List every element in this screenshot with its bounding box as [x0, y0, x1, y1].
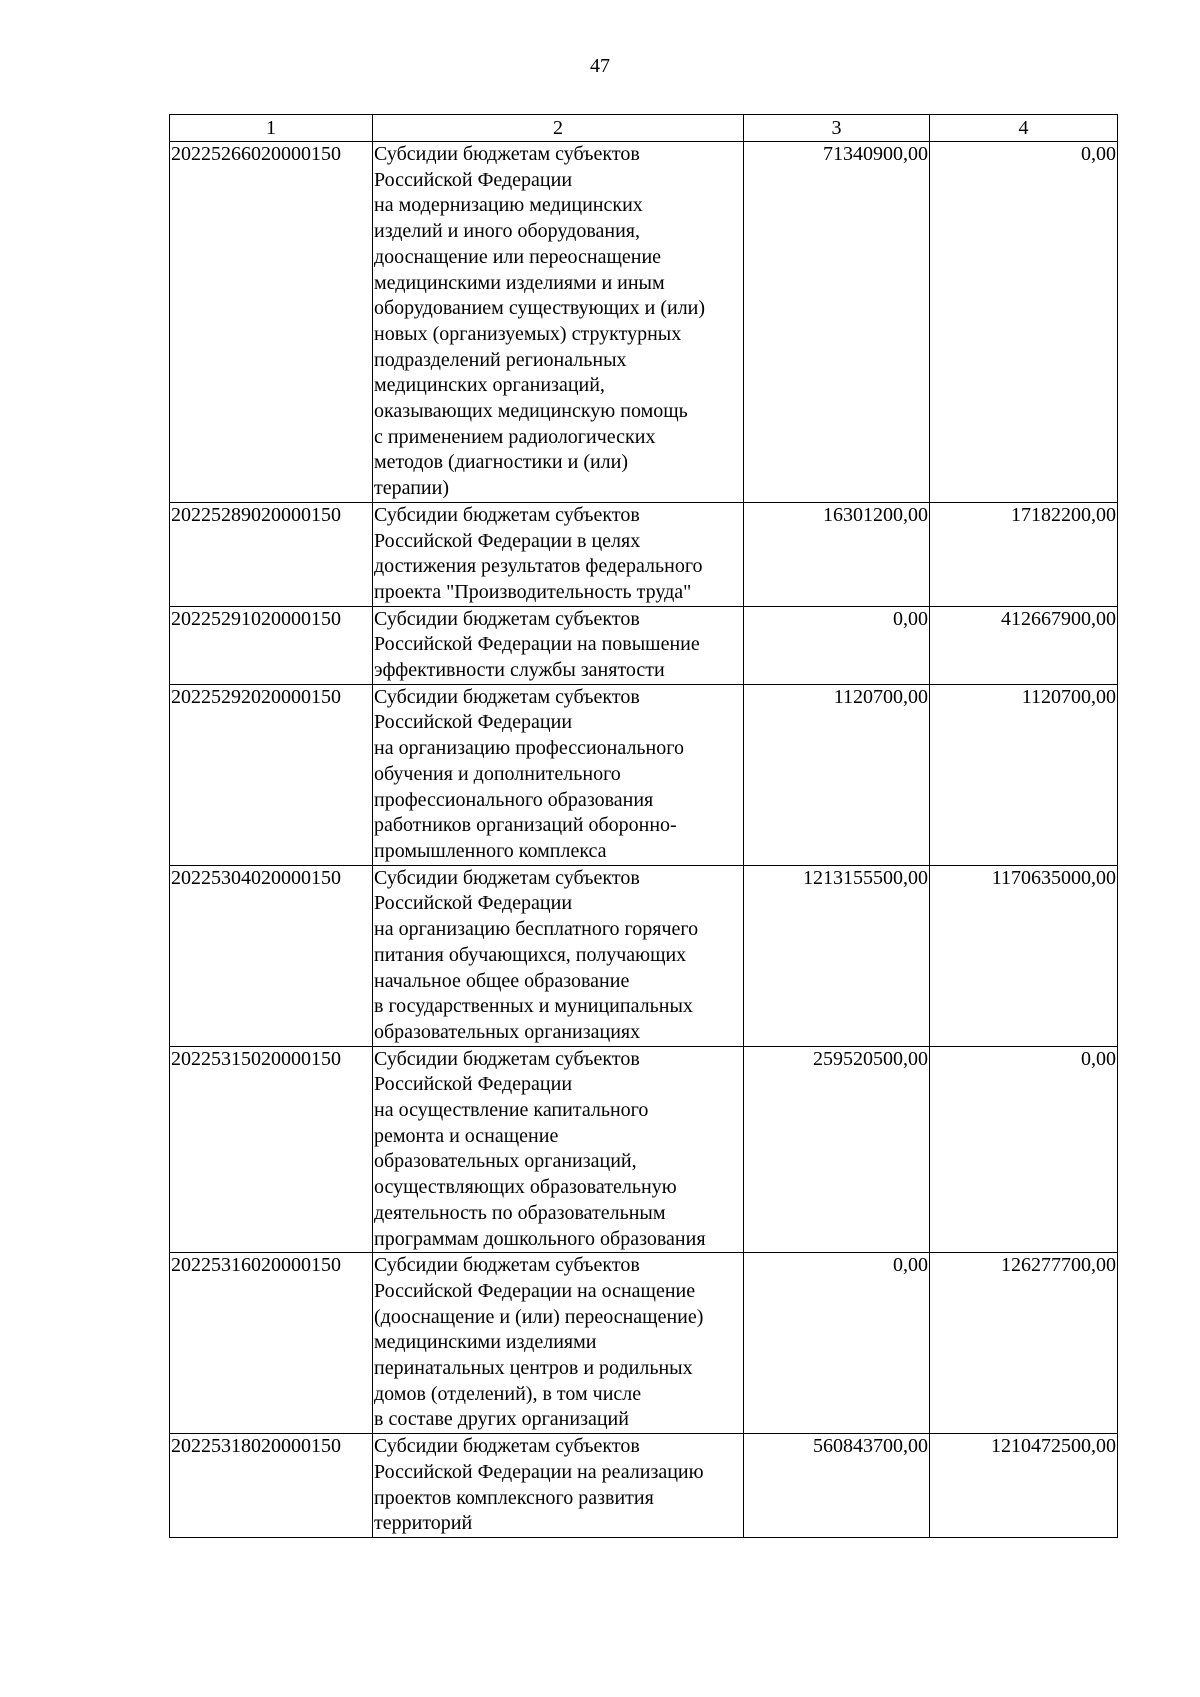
description-line: Российской Федерации в целях — [374, 529, 641, 552]
amount-column-4-cell: 1170635000,00 — [930, 865, 1118, 1046]
description-line: изделий и иного оборудования, — [374, 220, 640, 243]
table-body — [170, 142, 1118, 1538]
description-line: Субсидии бюджетам субъектов — [374, 1435, 640, 1458]
amount-column-3-cell: 16301200,00 — [744, 502, 930, 606]
table-row — [170, 1253, 1118, 1434]
description-cell — [373, 684, 744, 865]
amount-column-3-cell: 560843700,00 — [744, 1434, 930, 1538]
description-line: перинатальных центров и родильных — [374, 1357, 693, 1380]
description-line: работников организаций оборонно- — [374, 814, 677, 837]
budget-code-cell: 20225291020000150 — [170, 606, 373, 684]
amount-column-3-cell: 0,00 — [744, 606, 930, 684]
description-line: профессионального образования — [374, 788, 654, 811]
description-cell — [373, 865, 744, 1046]
description-line: ремонта и оснащение — [374, 1124, 559, 1147]
description-line: образовательных организациях — [374, 1020, 641, 1043]
description-line: Субсидии бюджетам субъектов — [374, 866, 640, 889]
description-line: проекта "Производительность труда" — [374, 580, 692, 603]
amount-column-4-cell: 0,00 — [930, 1046, 1118, 1253]
table-row — [170, 142, 1118, 503]
description-line: промышленного комплекса — [374, 839, 607, 862]
description-line: Субсидии бюджетам субъектов — [374, 503, 640, 526]
budget-code-cell: 20225318020000150 — [170, 1434, 373, 1538]
description-line: программам дошкольного образования — [374, 1227, 706, 1250]
description-line: Российской Федерации — [374, 1073, 573, 1096]
description-cell — [373, 502, 744, 606]
budget-code-cell: 20225289020000150 — [170, 502, 373, 606]
amount-column-3-cell: 71340900,00 — [744, 142, 930, 503]
amount-column-3-cell: 1120700,00 — [744, 684, 930, 865]
budget-table — [169, 114, 1118, 1538]
description-line: подразделений региональных — [374, 348, 627, 371]
description-line: на организацию профессионального — [374, 737, 684, 760]
description-line: обучения и дополнительного — [374, 762, 621, 785]
description-line: территорий — [374, 1512, 473, 1535]
description-line: Российской Федерации — [374, 892, 573, 915]
budget-code-cell: 20225266020000150 — [170, 142, 373, 503]
description-line: на модернизацию медицинских — [374, 194, 643, 217]
description-line: на организацию бесплатного горячего — [374, 918, 699, 941]
column-header: 4 — [930, 115, 1118, 142]
table-row — [170, 684, 1118, 865]
amount-column-3-cell: 0,00 — [744, 1253, 930, 1434]
description-line: в государственных и муниципальных — [374, 995, 693, 1018]
description-line: Российской Федерации — [374, 711, 573, 734]
table-row — [170, 606, 1118, 684]
description-line: осуществляющих образовательную — [374, 1176, 677, 1199]
description-line: питания обучающихся, получающих — [374, 943, 687, 966]
description-line: проектов комплексного развития — [374, 1486, 654, 1509]
description-line: оказывающих медицинскую помощь — [374, 400, 688, 423]
column-header: 3 — [744, 115, 930, 142]
description-line: начальное общее образование — [374, 969, 630, 992]
description-line: Российской Федерации — [374, 168, 573, 191]
amount-column-3-cell: 259520500,00 — [744, 1046, 930, 1253]
description-line: Субсидии бюджетам субъектов — [374, 1254, 640, 1277]
description-line: новых (организуемых) структурных — [374, 322, 682, 345]
description-line: оборудованием существующих и (или) — [374, 297, 706, 320]
amount-column-3-cell: 1213155500,00 — [744, 865, 930, 1046]
description-line: Субсидии бюджетам субъектов — [374, 607, 640, 630]
description-cell — [373, 142, 744, 503]
table-header-row — [170, 115, 1118, 142]
description-cell — [373, 606, 744, 684]
amount-column-4-cell: 17182200,00 — [930, 502, 1118, 606]
description-line: Субсидии бюджетам субъектов — [374, 143, 640, 165]
description-line: образовательных организаций, — [374, 1150, 637, 1173]
budget-code-cell: 20225304020000150 — [170, 865, 373, 1046]
budget-code-cell: 20225315020000150 — [170, 1046, 373, 1253]
amount-column-4-cell: 412667900,00 — [930, 606, 1118, 684]
description-line: (дооснащение и (или) переоснащение) — [374, 1305, 704, 1328]
description-line: достижения результатов федерального — [374, 555, 703, 578]
description-line: в составе других организаций — [374, 1408, 629, 1431]
description-line: на осуществление капитального — [374, 1099, 649, 1122]
table-row — [170, 865, 1118, 1046]
column-header: 2 — [373, 115, 744, 142]
description-line: медицинских организаций, — [374, 374, 605, 397]
description-cell — [373, 1434, 744, 1538]
description-line: медицинскими изделиями и иным — [374, 271, 665, 294]
description-line: дооснащение или переоснащение — [374, 245, 662, 268]
description-line: эффективности службы занятости — [374, 659, 665, 682]
page-number: 47 — [590, 55, 610, 77]
description-line: Российской Федерации на оснащение — [374, 1279, 696, 1302]
description-line: Российской Федерации на повышение — [374, 633, 700, 656]
description-line: с применением радиологических — [374, 425, 656, 448]
table-row — [170, 502, 1118, 606]
description-line: терапии) — [374, 477, 449, 500]
description-line: домов (отделений), в том числе — [374, 1382, 642, 1405]
budget-code-cell: 20225316020000150 — [170, 1253, 373, 1434]
description-line: Российской Федерации на реализацию — [374, 1460, 704, 1483]
amount-column-4-cell: 1120700,00 — [930, 684, 1118, 865]
description-line: Субсидии бюджетам субъектов — [374, 1047, 640, 1070]
description-cell — [373, 1046, 744, 1253]
description-line: Субсидии бюджетам субъектов — [374, 685, 640, 708]
table-row — [170, 1046, 1118, 1253]
table-row — [170, 1434, 1118, 1538]
description-line: медицинскими изделиями — [374, 1331, 597, 1354]
budget-code-cell: 20225292020000150 — [170, 684, 373, 865]
description-cell — [373, 1253, 744, 1434]
column-header: 1 — [170, 115, 373, 142]
amount-column-4-cell: 0,00 — [930, 142, 1118, 503]
amount-column-4-cell: 1210472500,00 — [930, 1434, 1118, 1538]
description-line: методов (диагностики и (или) — [374, 451, 629, 474]
description-line: деятельность по образовательным — [374, 1201, 666, 1224]
amount-column-4-cell: 126277700,00 — [930, 1253, 1118, 1434]
